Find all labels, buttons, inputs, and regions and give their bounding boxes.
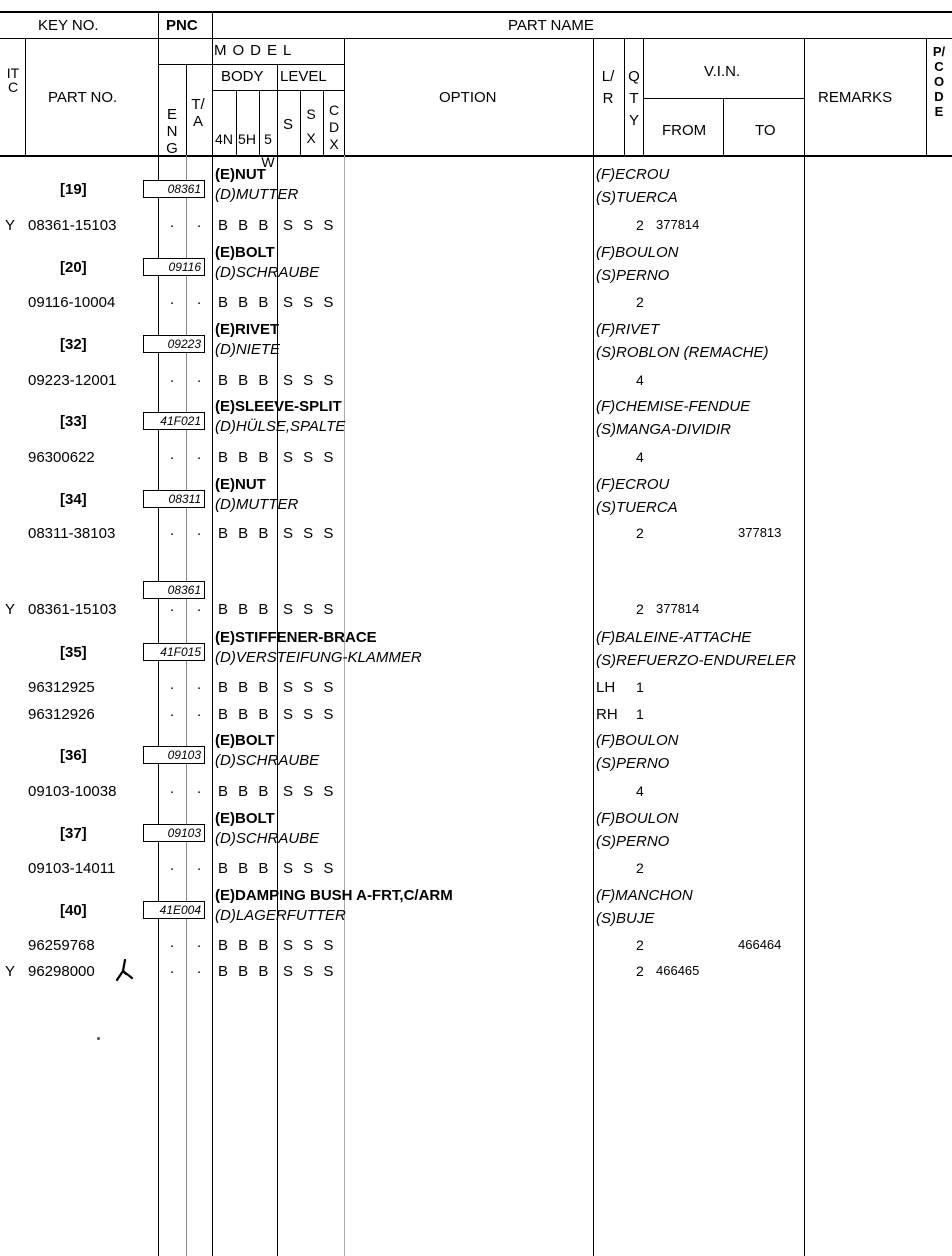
option-col-line-faint [344,155,345,1256]
key-no: [34] [60,491,87,508]
header-bottom-border [0,155,952,157]
option-col-line [344,38,345,156]
level-col-sx: SX [306,106,316,146]
vin-to: 466464 [738,937,782,952]
pcode-header: P/CODE [932,44,946,119]
header-divider [0,38,952,39]
pnc-code: 09223 [143,335,205,353]
part-name-spanish: (S)ROBLON (REMACHE) [596,344,769,361]
ta-mark: . [197,676,202,693]
key-no: [20] [60,259,87,276]
ta-mark: . [197,446,202,463]
part-name-spanish: (S)PERNO [596,833,670,850]
part-number[interactable]: 09116-10004 [28,294,116,311]
part-name-german: (D)SCHRAUBE [215,264,320,281]
level-codes: S S S [283,679,337,696]
vin-from: 377814 [656,601,700,616]
key-no: [35] [60,644,87,661]
part-name-spanish: (S)REFUERZO-ENDURELER [596,652,797,669]
level-codes: S S S [283,217,337,234]
part-name-spanish: (S)PERNO [596,755,670,772]
body-col-4n: 4N [215,131,233,147]
body-sub-line-1 [236,90,237,156]
quantity: 2 [636,860,644,876]
pnc-code: 41F021 [143,412,205,430]
part-name-german: (D)MUTTER [215,496,299,513]
ta-mark: . [197,960,202,977]
level-col-cdx: CDX [328,102,340,152]
pnc-code: 09116 [143,258,205,276]
eng-mark: . [170,369,175,386]
eng-mark: . [170,291,175,308]
body-codes: B B B [218,963,272,980]
body-codes: B B B [218,449,272,466]
from-to-line [723,98,724,156]
part-name-german: (D)SCHRAUBE [215,752,320,769]
part-name-spanish: (S)PERNO [596,267,670,284]
lr-side: LH [596,679,616,696]
part-name-german: (D)SCHRAUBE [215,830,320,847]
vin-header: V.I.N. [704,63,741,80]
itc-flag: Y [5,963,16,980]
ta-header: T/A [191,96,205,130]
ta-mark: . [197,522,202,539]
vin-from: 466465 [656,963,700,978]
qty-header: QTY [628,68,640,129]
key-no-header: KEY NO. [38,17,99,34]
lr-header: L/R [601,68,615,107]
body-col-5w: 5W [261,131,275,170]
level-col-s: S [283,116,294,133]
body-codes: B B B [218,706,272,723]
body-level-divider [212,90,344,91]
ta-mark: . [197,780,202,797]
eng-mark: . [170,676,175,693]
eng-header: ENG [166,106,178,157]
level-sub-line-1 [300,90,301,156]
part-name-header: PART NAME [508,17,594,34]
part-name-french: (F)CHEMISE-FENDUE [596,398,751,415]
part-number[interactable]: 08361-15103 [28,601,117,618]
lr-col-line [593,38,594,1256]
part-name-french: (F)ECROU [596,476,670,493]
eng-mark: . [170,857,175,874]
vin-to: 377813 [738,525,782,540]
part-name-spanish: (S)MANGA-DIVIDIR [596,421,731,438]
level-sub-line-2 [323,90,324,156]
part-number[interactable]: 96300622 [28,449,95,466]
body-col-5h: 5H [238,131,256,147]
key-no: [36] [60,747,87,764]
part-name-spanish: (S)TUERCA [596,499,678,516]
pnc-code: 08361 [143,180,205,198]
part-name-german: (D)HÜLSE,SPALTE [215,418,346,435]
part-number[interactable]: 08361-15103 [28,217,117,234]
part-name-spanish: (S)BUJE [596,910,655,927]
to-header: TO [755,122,776,139]
ta-mark: . [197,857,202,874]
ta-mark: . [197,291,202,308]
ta-mark: . [197,934,202,951]
eng-mark: . [170,780,175,797]
quantity: 4 [636,372,644,388]
quantity: 2 [636,525,644,541]
level-codes: S S S [283,963,337,980]
part-name-english: (E)BOLT [215,732,275,749]
part-number[interactable]: 09103-10038 [28,783,117,800]
eng-mark: . [170,214,175,231]
option-header: OPTION [439,89,497,106]
model-header: MODEL [214,42,298,59]
body-codes: B B B [218,860,272,877]
vin-from: 377814 [656,217,700,232]
body-codes: B B B [218,525,272,542]
scan-speck [97,1037,100,1040]
part-name-french: (F)ECROU [596,166,670,183]
level-codes: S S S [283,601,337,618]
vin-col-line [643,38,644,156]
part-name-english: (E)BOLT [215,810,275,827]
itc-flag: Y [5,217,16,234]
itc-header: ITC [6,65,20,95]
part-name-spanish: (S)TUERCA [596,189,678,206]
pnc-code: 41E004 [143,901,205,919]
top-border [0,11,952,13]
key-no: [33] [60,413,87,430]
eng-mark: . [170,960,175,977]
part-name-french: (F)MANCHON [596,887,693,904]
ta-mark: . [197,703,202,720]
quantity: 1 [636,706,644,722]
body-codes: B B B [218,372,272,389]
pnc-code: 08311 [143,490,205,508]
level-codes: S S S [283,525,337,542]
part-name-german: (D)NIETE [215,341,280,358]
part-name-french: (F)BOULON [596,732,679,749]
body-sub-line-2 [259,90,260,156]
body-codes: B B B [218,937,272,954]
key-no: [19] [60,181,87,198]
body-codes: B B B [218,679,272,696]
part-name-french: (F)BOULON [596,244,679,261]
part-name-german: (D)VERSTEIFUNG-KLAMMER [215,649,422,666]
quantity: 2 [636,601,644,617]
remarks-col-line [804,38,805,1256]
pcode-col-line [926,38,927,156]
part-number[interactable]: 96298000 [28,963,95,980]
part-name-english: (E)NUT [215,476,266,493]
eng-col-line-faint [186,155,187,1256]
part-name-english: (E)NUT [215,166,266,183]
key-no: [37] [60,825,87,842]
part-no-header: PART NO. [48,89,118,106]
ta-mark: . [197,214,202,231]
part-name-english: (E)BOLT [215,244,275,261]
part-number[interactable]: 96312925 [28,679,95,696]
quantity: 1 [636,679,644,695]
body-header: BODY [221,68,264,85]
eng-mark: . [170,703,175,720]
lr-side: RH [596,706,618,723]
level-codes: S S S [283,783,337,800]
quantity: 4 [636,449,644,465]
key-no: [40] [60,902,87,919]
body-codes: B B B [218,601,272,618]
ta-mark: . [197,369,202,386]
body-codes: B B B [218,294,272,311]
part-number[interactable]: 09103-14011 [28,860,116,877]
part-name-french: (F)BALEINE-ATTACHE [596,629,752,646]
body-codes: B B B [218,783,272,800]
quantity: 2 [636,217,644,233]
qty-col-line [624,38,625,156]
level-codes: S S S [283,294,337,311]
part-number[interactable]: 08311-38103 [28,525,116,542]
part-name-english: (E)STIFFENER-BRACE [215,629,377,646]
quantity: 2 [636,294,644,310]
part-name-french: (F)BOULON [596,810,679,827]
eng-mark: . [170,522,175,539]
level-codes: S S S [283,449,337,466]
eng-mark: . [170,446,175,463]
itc-flag: Y [5,601,16,618]
from-header: FROM [662,122,707,139]
part-name-english: (E)DAMPING BUSH A-FRT,C/ARM [215,887,453,904]
part-name-english: (E)SLEEVE-SPLIT [215,398,342,415]
body-codes: B B B [218,217,272,234]
pnc-code: 41F015 [143,643,205,661]
part-name-german: (D)LAGERFUTTER [215,907,346,924]
eng-mark: . [170,598,175,615]
part-number[interactable]: 96259768 [28,937,95,954]
eng-col-line [186,64,187,156]
part-name-german: (D)MUTTER [215,186,299,203]
quantity: 4 [636,783,644,799]
level-codes: S S S [283,372,337,389]
pnc-code: 09103 [143,824,205,842]
handwritten-mark-icon [114,958,138,984]
part-name-english: (E)RIVET [215,321,280,338]
quantity: 2 [636,963,644,979]
level-header: LEVEL [280,68,327,85]
quantity: 2 [636,937,644,953]
itc-col-line [25,38,26,156]
level-codes: S S S [283,706,337,723]
key-no: [32] [60,336,87,353]
part-name-french: (F)RIVET [596,321,660,338]
level-codes: S S S [283,937,337,954]
part-number[interactable]: 09223-12001 [28,372,117,389]
ta-mark: . [197,598,202,615]
level-codes: S S S [283,860,337,877]
pnc-code: 08361 [143,581,205,599]
remarks-header: REMARKS [818,89,893,106]
part-name-col-line [212,11,213,1256]
pnc-code: 09103 [143,746,205,764]
eng-mark: . [170,934,175,951]
pnc-header: PNC [166,17,198,34]
part-number[interactable]: 96312926 [28,706,95,723]
